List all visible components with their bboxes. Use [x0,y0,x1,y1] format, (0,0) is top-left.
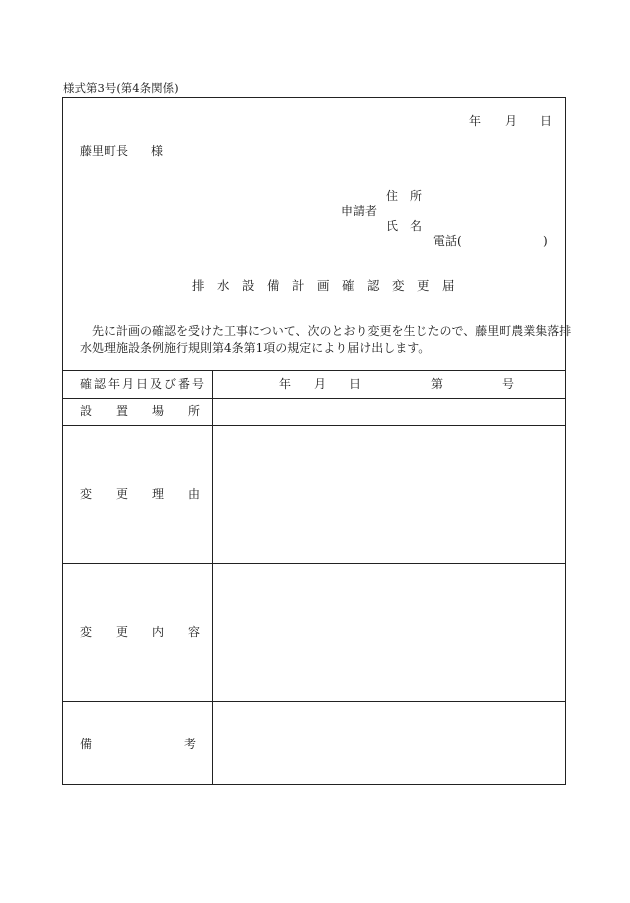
row-divider-content [62,563,566,564]
addressee-name: 藤里町長 [80,144,129,158]
remarks-label-first: 備 [80,737,93,751]
row-divider-reason [62,425,566,426]
remarks-label-second: 考 [184,737,197,751]
date-month-label: 月 [505,114,518,128]
number-suffix-label: 号 [502,377,515,391]
confirmation-date-label: 確認年月日及び番号 [80,377,207,391]
confirmation-month-label: 月 [314,377,327,391]
date-day-label: 日 [540,114,553,128]
body-text-line-1: 先に計画の確認を受けた工事について、次のとおり変更を生じたので、藤里町農業集落排 [92,324,572,338]
table-top-border [62,370,566,371]
row-divider-remarks [62,701,566,702]
form-frame [62,97,566,785]
form-number-label: 様式第3号(第4条関係) [63,81,179,95]
addressee-suffix: 様 [151,144,164,158]
phone-close-paren: ) [543,234,548,248]
row-divider-location [62,398,566,399]
applicant-role-label: 申請者 [341,204,378,218]
phone-label: 電話( [433,234,462,248]
change-reason-label: 変 更 理 由 [80,487,201,501]
name-label: 氏 名 [386,219,423,233]
address-label: 住 所 [386,189,423,203]
document-title: 排 水 設 備 計 画 確 認 変 更 届 [192,278,455,293]
change-content-label: 変 更 内 容 [80,625,201,639]
installation-location-label: 設 置 場 所 [80,404,201,418]
number-prefix-label: 第 [431,377,444,391]
confirmation-year-label: 年 [279,377,292,391]
body-text-line-2: 水処理施設条例施行規則第4条第1項の規定により届け出します。 [80,341,431,355]
confirmation-day-label: 日 [349,377,362,391]
table-column-divider [212,370,213,785]
date-year-label: 年 [469,114,482,128]
